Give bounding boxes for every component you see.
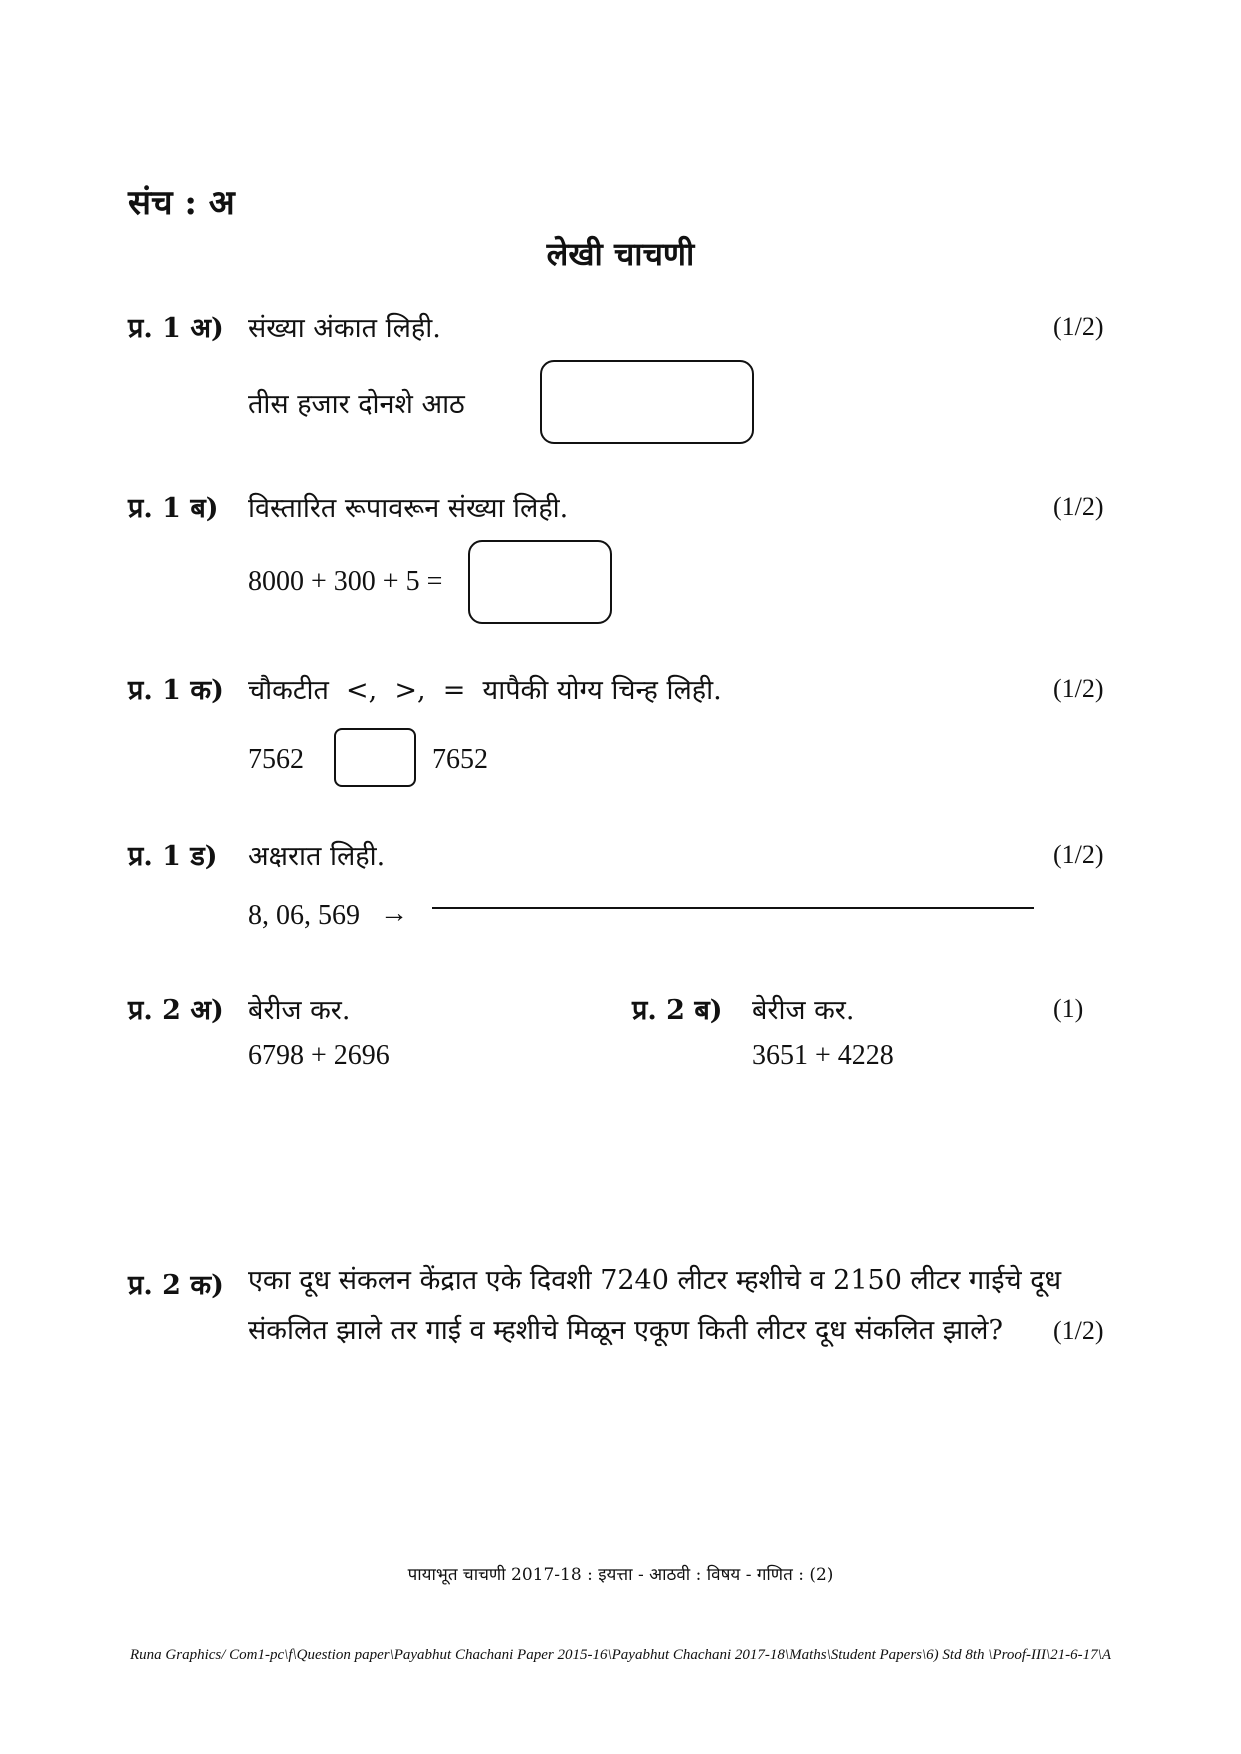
q2c-line2: संकलित झाले तर गाई व म्हशीचे मिळून एकूण किती लीटर दूध संकलित झाले? <box>248 1315 1003 1346</box>
file-path: Runa Graphics/ Com1-pc\f\Question paper\Payabhut Chachani Paper 2015-16\Payabhut Chachani 2017-18\Maths\Student Papers\6) Std 8th \Proof-III\21-6-17\A <box>130 1647 1111 1663</box>
q2b-label: प्र. 2 ब) <box>632 995 723 1026</box>
q1b-label: प्र. 1 ब) <box>128 493 219 524</box>
arrow-right-icon: → <box>380 898 408 929</box>
q1b-expression: 8000 + 300 + 5 = <box>248 566 443 597</box>
page-footer: पायाभूत चाचणी 2017-18 : इयत्ता - आठवी : विषय - गणित : (2) <box>407 1565 834 1585</box>
q1a-text: संख्या अंकात लिही. <box>248 313 441 344</box>
q1a-prompt: तीस हजार दोनशे आठ <box>248 389 465 420</box>
q2c-marks: (1/2) <box>1053 1316 1104 1345</box>
q2a-label: प्र. 2 अ) <box>128 995 224 1026</box>
q1a-marks: (1/2) <box>1053 312 1104 341</box>
q1b-answer-box[interactable] <box>468 540 612 624</box>
q1a-answer-box[interactable] <box>540 360 754 444</box>
q2b-marks: (1) <box>1053 994 1084 1023</box>
q1c-label: प्र. 1 क) <box>128 675 224 706</box>
q2c-label: प्र. 2 क) <box>128 1270 224 1301</box>
q1c-right-number: 7652 <box>432 744 488 775</box>
q1d-number: 8, 06, 569 <box>248 900 360 931</box>
q2b-text: बेरीज कर. <box>752 995 855 1026</box>
q1b-marks: (1/2) <box>1053 492 1104 521</box>
q1d-answer-line[interactable] <box>432 907 1034 909</box>
q1d-label: प्र. 1 ड) <box>128 841 218 872</box>
q1c-text: चौकटीत <, >, = यापैकी योग्य चिन्ह लिही. <box>248 675 722 706</box>
q1d-text: अक्षरात लिही. <box>248 841 386 872</box>
set-label: संच : अ <box>128 183 235 223</box>
q1b-text: विस्तारित रूपावरून संख्या लिही. <box>248 493 569 524</box>
page-title: लेखी चाचणी <box>546 235 695 273</box>
q1c-marks: (1/2) <box>1053 674 1104 703</box>
q1c-answer-box[interactable] <box>334 728 416 787</box>
q2a-expression: 6798 + 2696 <box>248 1040 390 1071</box>
q2a-text: बेरीज कर. <box>248 995 351 1026</box>
q1c-left-number: 7562 <box>248 744 304 775</box>
q1a-label: प्र. 1 अ) <box>128 313 224 344</box>
q2b-expression: 3651 + 4228 <box>752 1040 894 1071</box>
q1d-marks: (1/2) <box>1053 840 1104 869</box>
q2c-line1: एका दूध संकलन केंद्रात एके दिवशी 7240 लीटर म्हशीचे व 2150 लीटर गाईचे दूध <box>248 1265 1062 1296</box>
